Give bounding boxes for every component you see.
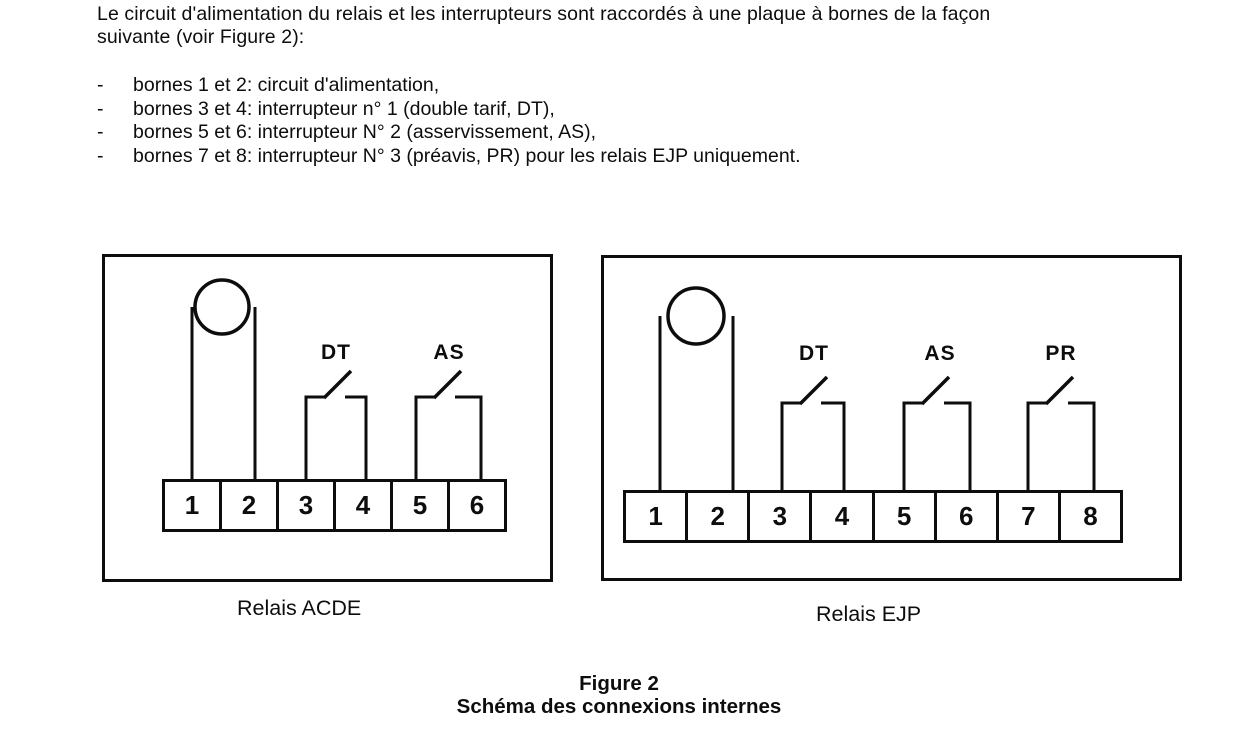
list-item bbox=[97, 145, 1197, 169]
list-item-text: bornes 5 et 6: interrupteur N° 2 (asservissement, AS), bbox=[133, 121, 597, 143]
terminal-cell: 5 bbox=[390, 479, 450, 532]
terminal-strip-acde bbox=[162, 479, 507, 532]
terminal-assignment-list bbox=[97, 74, 1197, 168]
coil-symbol bbox=[660, 288, 733, 492]
switch-label-dt: DT bbox=[799, 342, 829, 365]
terminal-cell: 3 bbox=[276, 479, 336, 532]
caption-relais-acde: Relais ACDE bbox=[237, 596, 362, 620]
intro-line-2: suivante (voir Figure 2): bbox=[97, 26, 305, 48]
switch-dt-symbol bbox=[782, 377, 844, 492]
figure-title: Figure 2 bbox=[579, 672, 659, 695]
dash-bullet: - bbox=[97, 97, 104, 120]
list-item-text: bornes 1 et 2: circuit d'alimentation, bbox=[133, 74, 440, 96]
intro-line-1: Le circuit d'alimentation du relais et les interrupteurs sont raccordés à une plaque à bornes de la façon bbox=[97, 3, 991, 25]
figure-caption bbox=[319, 672, 919, 718]
list-item bbox=[97, 98, 1197, 122]
intro-paragraph bbox=[97, 3, 1197, 49]
terminal-cell: 6 bbox=[934, 490, 999, 543]
relais-acde-diagram bbox=[102, 254, 553, 582]
switch-as-symbol bbox=[416, 371, 481, 481]
switch-as-symbol bbox=[904, 377, 970, 492]
terminal-cell: 5 bbox=[872, 490, 937, 543]
dash-bullet: - bbox=[97, 74, 104, 96]
figure-subtitle: Schéma des connexions internes bbox=[456, 695, 782, 718]
list-item bbox=[97, 121, 1197, 145]
relais-ejp-diagram bbox=[601, 255, 1182, 581]
terminal-cell: 2 bbox=[219, 479, 279, 532]
terminal-cell: 1 bbox=[162, 479, 222, 532]
switch-dt-symbol bbox=[306, 371, 366, 481]
list-item-text: bornes 7 et 8: interrupteur N° 3 (préavis, PR) pour les relais EJP uniquement. bbox=[133, 144, 801, 167]
switch-label-as: AS bbox=[433, 341, 465, 364]
caption-relais-ejp: Relais EJP bbox=[816, 602, 922, 626]
terminal-cell: 8 bbox=[1058, 490, 1123, 543]
dash-bullet: - bbox=[97, 121, 104, 143]
terminal-cell: 1 bbox=[623, 490, 688, 543]
terminal-cell: 2 bbox=[685, 490, 750, 543]
switch-pr-symbol bbox=[1028, 377, 1094, 492]
switch-label-dt: DT bbox=[321, 341, 351, 364]
terminal-cell: 4 bbox=[809, 490, 874, 543]
terminal-cell: 6 bbox=[447, 479, 507, 532]
switch-label-as: AS bbox=[924, 342, 956, 365]
list-item bbox=[97, 74, 1197, 98]
list-item-text: bornes 3 et 4: interrupteur n° 1 (double tarif, DT), bbox=[133, 97, 555, 120]
terminal-strip-ejp bbox=[623, 490, 1123, 543]
terminal-cell: 7 bbox=[996, 490, 1061, 543]
switch-label-pr: PR bbox=[1045, 342, 1077, 365]
dash-bullet: - bbox=[97, 144, 104, 167]
terminal-cell: 4 bbox=[333, 479, 393, 532]
terminal-cell: 3 bbox=[747, 490, 812, 543]
coil-symbol bbox=[192, 280, 255, 481]
